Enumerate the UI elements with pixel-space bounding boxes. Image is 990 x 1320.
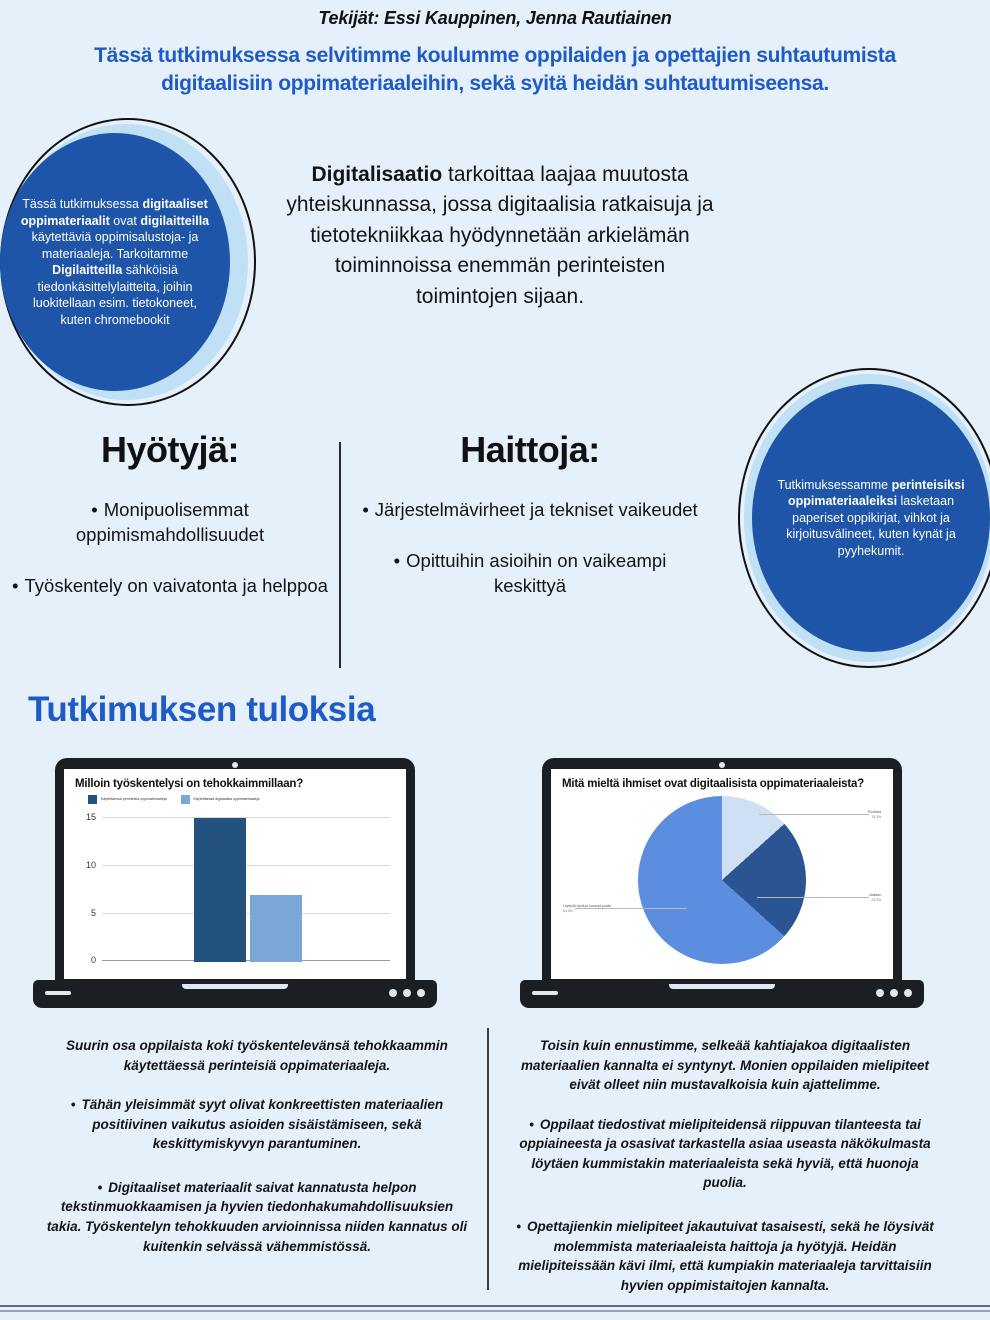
- cons-title: Haittoja:: [460, 429, 600, 470]
- laptop-base: [33, 980, 437, 1008]
- legend-label: Käytettäessä digitaalisia oppimateriaaleja: [193, 796, 260, 801]
- leader-line: [757, 897, 869, 898]
- laptop-lid: [55, 758, 415, 986]
- laptop-trackpad-notch: [669, 984, 775, 989]
- pros-list: [0, 498, 340, 599]
- laptop-port-icon: [45, 991, 71, 995]
- webcam-icon: [719, 762, 725, 768]
- conclusion-list: [42, 1095, 472, 1256]
- legend-label: Käytettäessä perinteisiä oppimateriaaleja: [101, 796, 167, 801]
- laptop-base: [520, 980, 924, 1008]
- pie-label-value: 13,3%: [871, 814, 881, 819]
- y-tick-label: 0: [90, 955, 96, 966]
- pie-graphic: [638, 796, 806, 964]
- gridline: [102, 817, 390, 818]
- laptop-dots-icon: [876, 989, 912, 997]
- bar-chart-plot: [76, 810, 394, 966]
- laptop-mockup-bar-chart: [33, 758, 437, 1016]
- axis-baseline: [102, 960, 390, 961]
- laptop-screen: [64, 769, 406, 979]
- bar-perinteiset: [194, 818, 246, 962]
- conclusions-left: [42, 1036, 472, 1280]
- pie-label-value: 23,3%: [871, 897, 881, 902]
- y-tick-label: 10: [85, 859, 96, 870]
- pie-label-text: Puolesta: [867, 810, 881, 814]
- cons-item-text: Järjestelmävirheet ja tekniset vaikeudet: [374, 498, 698, 520]
- webcam-icon: [232, 762, 238, 768]
- list-item: [360, 549, 700, 599]
- laptop-dots-icon: [389, 989, 425, 997]
- laptop-mockup-pie-chart: [520, 758, 924, 1016]
- circle-left-text: Tässä tutkimuksessa digitaaliset oppimateriaalit ovat digilaitteilla käytettäviä oppimisalustoja- ja materiaaleja. Tarkoitamme Digilaitteilla sähköisiä tiedonkäsittelylaitteita, joihin luokitellaan esim. tietokoneet, kuten chromebookit: [20, 197, 210, 327]
- pie-slice-label: [868, 810, 881, 820]
- footer-divider-secondary: [0, 1310, 990, 1312]
- pie-chart-title: Mitä mieltä ihmiset ovat digitaalisista oppimateriaaleista?: [562, 778, 864, 790]
- bullet-icon: •: [529, 1116, 534, 1132]
- circle-fill-left: [0, 133, 230, 391]
- bullet-icon: •: [362, 498, 369, 520]
- circle-right-text: Tutkimuksessamme perinteisiksi oppimateriaaleiksi lasketaan paperiset oppikirjat, vihkot ja kirjoitusvälineet, kuten kynät ja pyyhekumit.: [777, 477, 965, 558]
- list-item: [42, 1095, 472, 1154]
- pros-title: Hyötyjä:: [100, 429, 240, 470]
- conclusion-lead: Suurin osa oppilaista koki työskentelevänsä tehokkaammin käytettäessä perinteisiä oppimateriaaleja.: [66, 1038, 448, 1073]
- intro-paragraph: [282, 160, 718, 312]
- circle-fill-right: [752, 384, 990, 652]
- conclusion-item-text: Oppilaat tiedostivat mielipiteidensä riippuvan tilanteesta tai oppiaineesta ja osasivat tarkastella asiaa useasta näkökulmasta löytäen kummistakin materiaaleista sekä hyviä, että huonoja puolia.: [519, 1116, 931, 1191]
- bullet-icon: •: [12, 574, 19, 596]
- laptop-trackpad-notch: [182, 984, 288, 989]
- page-title: Tässä tutkimuksessa selvitimme koulumme oppilaiden ja opettajien suhtautumista digitaalisiin oppimateriaaleihin, sekä syitä heidän suhtautumiseensa.: [94, 44, 896, 96]
- laptop-lid: [542, 758, 902, 986]
- pie-slice-label: [563, 904, 611, 914]
- pie-label-value: 63,4%: [563, 908, 573, 913]
- list-item: [360, 498, 700, 523]
- bar-chart-title: Milloin työskentelysi on tehokkaimmillaan?: [75, 778, 304, 790]
- pros-column: [0, 430, 340, 625]
- y-axis: [76, 810, 100, 966]
- footer-divider: [0, 1305, 990, 1307]
- vertical-divider: [339, 442, 341, 668]
- bullet-icon: •: [393, 549, 401, 571]
- pie-chart-plot: [559, 794, 885, 966]
- pros-cons-section: [0, 430, 740, 670]
- cons-column: [360, 430, 700, 625]
- bullet-icon: •: [91, 498, 98, 520]
- intro-body: tarkoittaa laajaa muutosta yhteiskunnassa, jossa digitaalisia ratkaisuja ja tietotekniikkaa hyödynnetään arkielämän toiminnoissa enemmän perinteisten toimintojen sijaan.: [286, 163, 714, 308]
- legend-swatch-icon: [88, 795, 97, 804]
- list-item: [0, 574, 340, 599]
- laptop-screen: [551, 769, 893, 979]
- legend-swatch-icon: [181, 795, 190, 804]
- bar-chart: [64, 769, 406, 979]
- conclusion-list: [510, 1115, 940, 1296]
- conclusions-section: [0, 1036, 990, 1296]
- bullet-icon: •: [97, 1179, 103, 1195]
- conclusion-lead: Toisin kuin ennustimme, selkeää kahtiajakoa digitaalisten materiaalien kannalta ei syntynyt. Monien oppilaiden mielipiteet eivät olleet niin mustavalkoisia kuin ajattelimme.: [520, 1038, 930, 1093]
- bullet-icon: •: [516, 1218, 522, 1234]
- list-item: [510, 1115, 940, 1193]
- pie-slice-label: [869, 893, 881, 903]
- conclusions-right: [510, 1036, 940, 1319]
- pros-item-text: Monipuolisemmat oppimismahdollisuudet: [75, 498, 265, 545]
- bullet-icon: •: [70, 1097, 76, 1113]
- pros-item-text: Työskentely on vaivatonta ja helppoa: [24, 574, 328, 596]
- conclusion-item-text: Digitaaliset materiaalit saivat kannatusta helpon tekstinmuokkaamisen ja hyvien tiedonhakumahdollisuuksien takia. Työskentelyn tehokkuuden arvioinnissa niiden kannatus oli kuitenkin selvässä vähemmistössä.: [46, 1179, 468, 1254]
- results-heading: Tutkimuksen tuloksia: [28, 690, 376, 729]
- list-item: [510, 1217, 940, 1295]
- cons-list: [360, 498, 700, 599]
- list-item: [42, 1178, 472, 1256]
- y-tick-label: 15: [85, 811, 96, 822]
- authors-line: Tekijät: Essi Kauppinen, Jenna Rautiainen: [318, 8, 672, 28]
- plot-area: [102, 810, 390, 962]
- list-item: [0, 498, 340, 548]
- pie-label-text: Löytyvät hyviä ja huonoja puolia: [563, 904, 612, 908]
- gridline: [102, 865, 390, 866]
- pie-label-text: Vastaan: [868, 893, 881, 897]
- cons-item-text: Opittuihin asioihin on vaikeampi keskittyä: [406, 549, 667, 596]
- leader-line: [759, 814, 869, 815]
- pie-chart: [551, 769, 893, 979]
- laptop-port-icon: [532, 991, 558, 995]
- bar-chart-legend: [88, 795, 398, 804]
- y-tick-label: 5: [90, 907, 96, 918]
- legend-item: [181, 795, 260, 804]
- conclusion-item-text: Tähän yleisimmät syyt olivat konkreettisten materiaalien positiivinen vaikutus asioiden sisäistämiseen, sekä keskittymiskyvyn parantuminen.: [81, 1097, 444, 1152]
- legend-item: [88, 795, 167, 804]
- intro-keyword: Digitalisaatio: [311, 163, 443, 186]
- bar-digitaaliset: [250, 895, 302, 962]
- gridline: [102, 913, 390, 914]
- conclusion-item-text: Opettajienkin mielipiteet jakautuivat tasaisesti, sekä he löysivät molemmista materiaaleista haittoja ja hyötyjä. Heidän mielipiteissään kävi ilmi, että kumpiakin materiaaleja tarvittaisiin hyvien oppimistaitojen kannalta.: [518, 1218, 934, 1293]
